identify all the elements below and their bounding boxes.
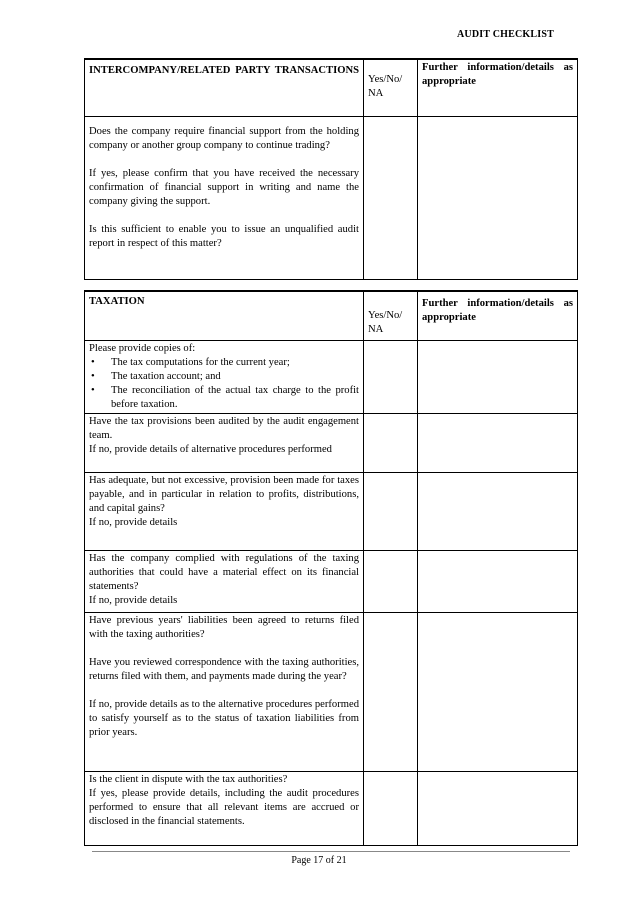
list-item: • The taxation account; and bbox=[89, 370, 359, 384]
question-cell: Has adequate, but not excessive, provision been made for taxes payable, and in particular in relation to profits, distributions, and capital gains? If no, provide details bbox=[85, 472, 364, 550]
taxation-table bbox=[84, 290, 578, 846]
table-row bbox=[85, 550, 578, 612]
yes-no-na-cell[interactable] bbox=[364, 612, 418, 771]
further-info-cell[interactable] bbox=[418, 472, 578, 550]
page-number: Page 17 of 21 bbox=[291, 855, 347, 866]
table-header-row bbox=[85, 59, 578, 116]
yes-no-na-cell[interactable] bbox=[364, 340, 418, 413]
question-cell: Does the company require financial support from the holding company or another group company to continue trading? If yes, please confirm that you have received the necessary confirmation of financial support in writing and name the company giving the support. Is this sufficient to enable you to issue an unqualified audit report in respect of this matter? bbox=[85, 116, 364, 279]
further-info-cell[interactable] bbox=[418, 340, 578, 413]
list-item: • The tax computations for the current year; bbox=[89, 356, 359, 370]
footer-divider bbox=[92, 851, 570, 852]
yes-no-na-header: Yes/No/ NA bbox=[364, 291, 418, 340]
section-heading: TAXATION bbox=[85, 291, 364, 340]
yes-no-na-cell[interactable] bbox=[364, 413, 418, 472]
yes-no-na-cell[interactable] bbox=[364, 550, 418, 612]
yes-no-na-cell[interactable] bbox=[364, 472, 418, 550]
table-header-row bbox=[85, 291, 578, 340]
question-cell: Have previous years' liabilities been agreed to returns filed with the taxing authorities? Have you reviewed correspondence with the taxing authorities, returns filed with them, and payments made during the year? If no, provide details as to the alternative procedures performed to satisfy yourself as to the status of taxation liabilities from prior years. bbox=[85, 612, 364, 771]
further-info-cell[interactable] bbox=[418, 550, 578, 612]
question-cell: Is the client in dispute with the tax authorities? If yes, please provide details, including the audit procedures performed to ensure that all relevant items are accrued or disclosed in the financial statements. bbox=[85, 771, 364, 845]
question-cell: Please provide copies of: • The tax computations for the current year; • The taxation account; and • The reconciliation of the actual tax charge to the profit before taxation. bbox=[85, 340, 364, 413]
further-info-cell[interactable] bbox=[418, 413, 578, 472]
further-info-cell[interactable] bbox=[418, 612, 578, 771]
table-row bbox=[85, 472, 578, 550]
table-row bbox=[85, 612, 578, 771]
further-info-cell[interactable] bbox=[418, 116, 578, 279]
table-row bbox=[85, 116, 578, 279]
further-info-header: Further information/details as appropriate bbox=[418, 59, 578, 116]
bullet-list bbox=[89, 356, 359, 412]
yes-no-na-header: Yes/No/ NA bbox=[364, 59, 418, 116]
yes-no-na-cell[interactable] bbox=[364, 771, 418, 845]
further-info-header: Further information/details as appropriate bbox=[418, 291, 578, 340]
table-row bbox=[85, 413, 578, 472]
section-heading: INTERCOMPANY/RELATED PARTY TRANSACTIONS bbox=[85, 59, 364, 116]
table-row bbox=[85, 340, 578, 413]
page-header-title: AUDIT CHECKLIST bbox=[456, 29, 554, 40]
further-info-cell[interactable] bbox=[418, 771, 578, 845]
yes-no-na-cell[interactable] bbox=[364, 116, 418, 279]
question-cell: Have the tax provisions been audited by the audit engagement team. If no, provide details of alternative procedures performed bbox=[85, 413, 364, 472]
intercompany-table bbox=[84, 58, 578, 280]
list-item: • The reconciliation of the actual tax charge to the profit before taxation. bbox=[89, 384, 359, 412]
table-row bbox=[85, 771, 578, 845]
question-cell: Has the company complied with regulations of the taxing authorities that could have a material effect on its financial statements? If no, provide details bbox=[85, 550, 364, 612]
